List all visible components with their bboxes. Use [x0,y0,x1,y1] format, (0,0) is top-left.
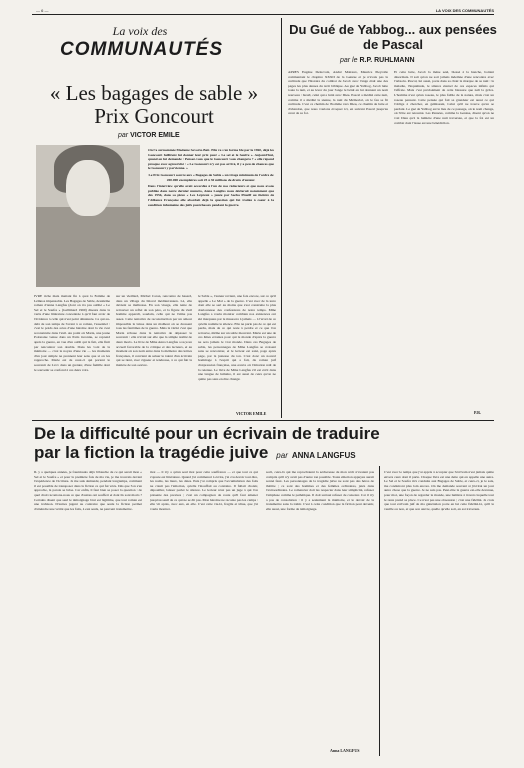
yabbog-byline-author: R.P. RUHLMANN [359,57,415,64]
difficulty-column-separator [379,466,380,756]
header-rule [32,14,494,15]
yabbog-signature: P.R. [474,410,481,415]
goncourt-title-line2: Prix Goncourt [94,104,214,128]
yabbog-title: Du Gué de Yabbog... aux pensées de Pascal [289,22,497,52]
author-photo [36,145,140,287]
goncourt-byline-author: VICTOR EMILE [130,132,180,139]
yabbog-byline-prefix: par le [340,57,358,64]
difficulty-column-1: IL y a quelques années, je fournissais déjà l'ébauche de ce qui serait mon « Sel et le Soufre » et pour la première fois de ma vie, je me trouvais devant l'expérience de l'écriture. Je me suis demandé, pendant longtemps, comment il est possible de transposer dans la fiction ce qui fut vécu. Dès que l'on s'en approche, la parole se brise. Car enfin, il faut bien se poser la question : de quel droit racontons-nous ce que d'autres ont souffert et dont ils sont morts ? Certains disent que seul le témoignage brut est légitime, que tout roman est une trahison. D'autres jugent au contraire que seule la fiction permet d'atteindre une vérité que les faits, à eux seuls, ne peuvent transmettre. [34,470,142,511]
difficulty-title-line1: De la difficulté pour un écrivain de traduire [34,424,380,443]
yabbog-headline [288,22,498,52]
difficulty-column-2: mot — il n'y a qu'un seul mot pour cette souffrance — et que tout ce qui s'ajoute est littérature. Quand j'ai commencé à écrire, j'ai cru devoir tout dire, les noms, les lieux, les dates. Puis j'ai compris que l'accumulation des faits ne créait pas l'émotion, qu'elle l'étouffait au contraire. Il fallait choisir, dépouiller, laisser parler le silence. Le lecteur n'est pas un juge à qui l'on présente des preuves ; c'est un compagnon de route qu'il faut amener jusqu'au seuil de ce qui ne se dit pas. Mon héroïne ne raconte pas les camps : elle vit après, avec eux, en elle. C'est cette vie-là, fragile et têtue, que j'ai voulu montrer. [150,470,258,511]
yabbog-byline [340,57,415,64]
difficulty-column-3: sorti, ceux-là qui me reprochaient la sécheresse de mon récit n'avaient pas compris qu'il n'y avait pas d'autre ton possible. Toute émotion appuyée aurait sonné faux. Les personnages de la tragédie juive ne sont pas des héros de théâtre ; ce sont des hommes et des femmes ordinaires, jetés dans l'extraordinaire. Le romancier doit les respecter dans leur simplicité, refuser l'emphase comme le pathétique. Il doit surtout refuser de consoler. Car il n'y a pas de consolation : il y a seulement la mémoire, et le devoir de la transmettre sans la trahir. C'est à cette condition que la fiction peut devenir, elle aussi, une forme de témoignage. [266,470,374,511]
goncourt-intro: On l'a surnommée Madame Sovorte-Bett. Elle va s'en forma ble par la 1960, déjà les Goncourt faillirent lui donner leur prix pour « Le sel et le Soufre ». Aujourd'hui, quand on lui demande : Pensez-vous que le Goncourt vous changera ? « elle répond presque avec agressivité : « Le Goncourt n'y est pas arrivé, il y a peu de chances que le Goncourt y parvienne. » Le Prix Goncourt souvre aux « Bagages de Sable » un tirage minimum de l'ordre de 200.000 exemplaires soit 25 à 30 millions de droits d'auteur. Dans l'interview qu'elle avait accordée à l'un de nos rédacteurs et que nous avons publiée dans notre dernier numéro, Anna Langfus nous déclarait notamment que dès 1956, dans sa pièce « Les Lépreux » jouée par Sacha Pitoëff au théâtre de l'Alliance Française elle abordait déjà la question qui fut traitée à coeur à la condition inhumaine des juifs pourchassés pendant la guerre. [148,148,274,207]
masthead-line2: COMMUNAUTÉS [60,39,223,60]
goncourt-column-3: le Sable », l'auteur revient, une fois encore, sur ce qu'il appelle « Le Mal » de la guerre. C'est avec de la terre dont elle se sert au moins que s'est construite la plus douloureuse des confessions de notre temps. Mme Langfus a voulu montrer combien nos existences ont été marquées par le massacre à jamais — à l'écart de ce qu'elle nomme le silence. Elle ne parle pas de ce qui est perdu, mais de ce qui reste à perdre et ce que l'on retrouve, même sur un sable mouvant. Marie est une de ces âmes errantes pour qui le monde d'après la guerre ne sera jamais le vrai monde. Dans ces Bagages de sable, les personnages de Mme Langfus se croisent sans se rencontrer, et le lecteur est saisi, page après page, par la justesse du ton. C'est donc un nouvel hommage à l'esprit qui a fait, du roman juif d'expression française, une œuvre où l'émotion naît de la retenue. Le livre de Mme Langfus s'il est écrit dans une langue de lumière, il est aussi de ceux qu'on ne quitte pas sans en être changé. [198,294,276,381]
masthead-line1: La voix des [112,24,168,38]
goncourt-column-1: IVRE riche mais mettant fin à quoi la Femme de Lémnos impensable. Les Bagages de Sable, deuxième roman d'Anna Langfus (dont on n'a pas oublié « Le Sel et le Soufre » (Gallimard 1960) diseurs dans la vertu d'une littérature concentrée à qu'il faut avoir de l'évidence à celle qui n'est point dénaturée. Ce qui au-delà de son temps de l'avant à ce roman, l'essentiel : c'est le poids des actes d'une héroïne dont la vie s'est reconstruite dans l'exil. Au point où Maria, une jeune Polonaise venue dans un Paris inconnu, se reprend après la guerre, en vue d'un oubli qui la fuit, elle finit par rencontrer son double. Dans les voix de la mémoire — c'est le noyau d'une vie — les moments d'un jour simple ne prennent leur sens que si on les rapproche. Marie est de ceux-ci qui portent le souvenir de Lvov dans un grenier, d'une famille dont le souvenir se confond à ces deux voix. [34,294,110,372]
goncourt-title-line1: « Les bagages de sable » [49,81,259,105]
difficulty-byline-prefix: par [276,451,288,460]
difficulty-title-line2: par la fiction la tragédie juive [34,443,269,462]
newspaper-name: LA VOIX DES COMMUNAUTÉS [435,8,494,13]
page-number: — 6 — [36,8,49,13]
column-separator [281,18,282,418]
goncourt-byline-prefix: par [118,132,129,139]
difficulty-column-4: C'est avec le temps que j'ai appris à accepter que l'écrivain n'est jamais quitte envers ceux dont il parle. Chaque livre est une dette qui en appelle une autre. Le Sel et le Soufre m'a conduite aux Bagages de Sable, et ceux-ci, je le sais, me conduiront plus loin encore. On me demande souvent si j'écrirai un jour autre chose que la guerre. Je ne sais pas. Peut-être la guerre est-elle devenue, pour moi, une façon de regarder le monde, une lumière à travers laquelle tout le reste prend sa place. Ce n'est pas une obsession ; c'est une fidélité. Je crois que tout écrivain juif de ma génération porte en lui cette fidélité-là, qu'il le veuille ou non, et que son œuvre, quelle qu'elle soit, en est traversée. [384,470,494,511]
masthead [60,24,223,61]
yabbog-column-2: Et cette lutte, Jacob la mène seul, blessé à la hanche, boitant désormais. Il sait qu'on ne sort jamais indemne d'une rencontre avec l'Absolu. Pascal, lui aussi, porte dans sa chair la marque de sa nuit : la maladie, l'inquiétude, le silence éternel de ces espaces infinis qui l'effraie. Mais c'est précisément de cette blessure que naît la grâce. L'homme n'est qu'un roseau, le plus faible de la nature, mais c'est un roseau pensant. Cette pensée qui fait sa grandeur est aussi ce qui l'oblige à chercher, en gémissant, Celui qu'il ne trouve qu'en se perdant. Le gué de Yabbog est le lieu de ce passage, où le nom change, où l'être est retourné. Les Pensées, comme la Genèse, disent qu'on ne voit Dieu qu'à la lumière d'une nuit traversée, et que la foi est un combat dont l'issue est une bénédiction. [394,70,494,125]
goncourt-signature: VICTOR EMILE [236,411,267,416]
difficulty-signature: Anna LANGFUS [330,748,360,753]
goncourt-headline [34,82,274,128]
section-separator [32,420,494,421]
difficulty-headline [34,424,494,463]
yabbog-column-1: APRES Eugène Delacroix, André Malraux, Maurice Pieyrolle commentant le chapitre XXXII de la Genèse et je n'avais pas la certitude que l'histoire du combat de Jacob avec l'ange était une des pages les plus denses du récit biblique. Au gué de Yabbog, Jacob lutte toute la nuit, et au lever du jour l'ange le bénit en lui donnant un nom nouveau : Israël, celui qui a lutté avec Dieu. Pascal a médité cette nuit, comme il a médité la sienne, la nuit du Mémorial, où le feu se fit certitude. C'est ce chemin de l'homme vers Dieu, ce chemin de lutte et d'abandon, que nous voulons évoquer ici, en suivant Pascal jusqu'au cœur de sa foi. [288,70,388,116]
goncourt-column-2: sur un vieillard, Michel Caron, rencontre de hasard, dans un village du littoral méditerranéen. Là, elle devient sa maîtresse. En son visage, elle tente de retrouver un reflet de son père, et la figure du vieil homme apparaît, soudain, celle qui ne l'aime pas assez. Cette tentative de reconstruction par un amour impossible la laisse dans un malheur où se dressent tous les fantômes de la guerre. Mais la vérité c'est que Maria échoue dans la tentative de dépasser le souvenir : elle n'avait sur elle que la simple réalité de deux morts. Le livre de Mme Anna Langfus a reçu un accueil favorable de la critique et des lecteurs, et au moment où son nom entre dans la mémoire des lettres françaises, il convient de saluer le talent d'un écrivain qui se tient, avec rigueur et tendresse, à ce qui fait la matière de son oeuvre. [116,294,192,367]
difficulty-byline-author: ANNA LANGFUS [291,451,356,460]
goncourt-byline [118,132,180,139]
